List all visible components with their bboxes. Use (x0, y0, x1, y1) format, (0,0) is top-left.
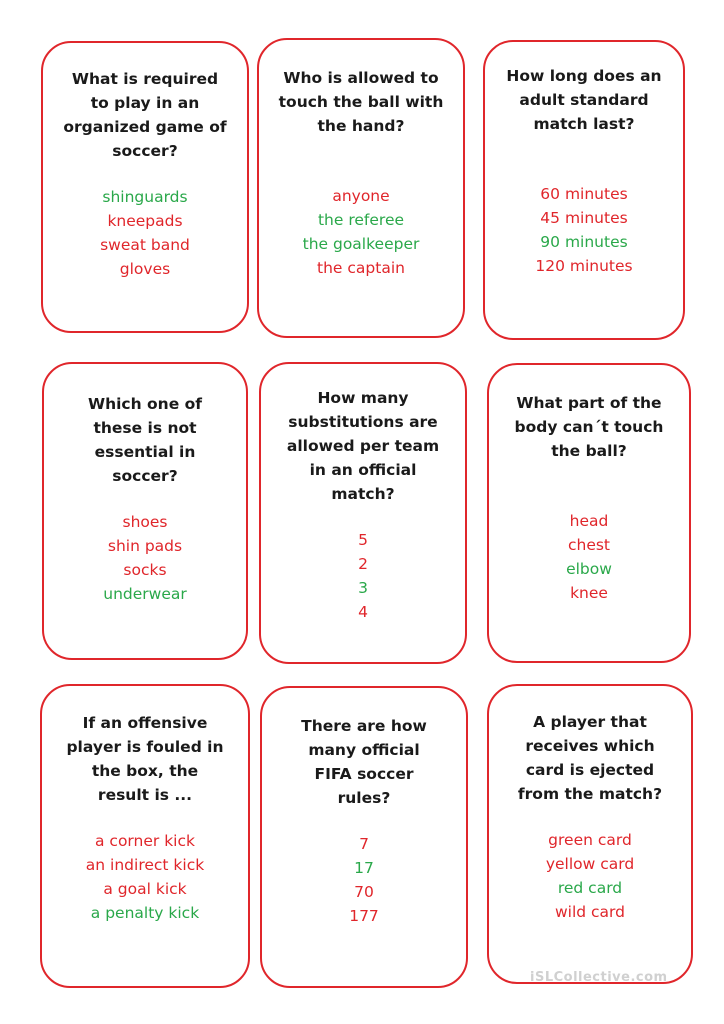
answer-option-correct: underwear (103, 585, 187, 603)
answer-option-correct: elbow (566, 560, 612, 578)
card-question: What is required to play in an organized game of soccer? (63, 70, 227, 160)
answer-option: knee (570, 584, 608, 602)
answer-option: head (569, 512, 609, 530)
quiz-card-1 (41, 41, 249, 333)
answer-option: 2 (358, 555, 368, 573)
answer-option: chest (567, 536, 611, 554)
card-options (489, 509, 689, 605)
card-options (485, 182, 683, 278)
answer-option: anyone (332, 187, 390, 205)
answer-option: 4 (358, 603, 368, 621)
answer-option: 7 (359, 835, 369, 853)
answer-option: green card (548, 831, 632, 849)
answer-option: gloves (119, 260, 171, 278)
card-question: How long does an adult standard match last? (506, 67, 662, 133)
card-options (44, 510, 246, 606)
card-options (262, 832, 466, 928)
watermark: iSLCollective.com (530, 970, 668, 985)
answer-option-correct: 17 (354, 859, 374, 877)
answer-option: shin pads (107, 537, 183, 555)
quiz-card-4 (42, 362, 248, 660)
card-options (259, 184, 463, 280)
quiz-card-5 (259, 362, 467, 664)
answer-option: socks (123, 561, 167, 579)
card-options (43, 185, 247, 281)
answer-option-correct: the referee (317, 211, 405, 229)
answer-option: wild card (554, 903, 625, 921)
card-question: If an offensive player is fouled in the box, the result is ... (66, 714, 224, 804)
answer-option: an indirect kick (85, 856, 205, 874)
quiz-card-6 (487, 363, 691, 663)
answer-option: a corner kick (95, 832, 195, 850)
answer-option: 45 minutes (540, 209, 628, 227)
answer-option-correct: a penalty kick (90, 904, 200, 922)
answer-option: sweat band (100, 236, 190, 254)
card-options (489, 828, 691, 924)
quiz-card-2 (257, 38, 465, 338)
card-question: Who is allowed to touch the ball with the hand? (278, 69, 444, 135)
card-question: There are how many official FIFA soccer rules? (301, 717, 427, 807)
answer-option-correct: the goalkeeper (302, 235, 420, 253)
card-question: What part of the body can´t touch the ball? (514, 394, 664, 460)
quiz-card-9 (487, 684, 693, 984)
card-question: Which one of these is not essential in soccer? (87, 395, 203, 485)
answer-option: kneepads (107, 212, 183, 230)
quiz-card-8 (260, 686, 468, 988)
answer-option-correct: 3 (358, 579, 368, 597)
quiz-card-7 (40, 684, 250, 988)
answer-option-correct: 90 minutes (540, 233, 628, 251)
answer-option: the captain (317, 259, 405, 277)
answer-option: yellow card (545, 855, 635, 873)
answer-option: 60 minutes (540, 185, 628, 203)
answer-option: 70 (354, 883, 374, 901)
answer-option: 177 (349, 907, 379, 925)
answer-option-correct: red card (557, 879, 623, 897)
answer-option-correct: shinguards (102, 188, 188, 206)
quiz-card-3 (483, 40, 685, 340)
card-options (261, 528, 465, 624)
answer-option: 120 minutes (535, 257, 633, 275)
answer-option: 5 (358, 531, 368, 549)
card-question: A player that receives which card is ejected from the match? (517, 713, 663, 803)
card-question: How many substitutions are allowed per team in an official match? (286, 389, 440, 503)
card-options (42, 829, 248, 925)
answer-option: shoes (122, 513, 168, 531)
answer-option: a goal kick (103, 880, 187, 898)
